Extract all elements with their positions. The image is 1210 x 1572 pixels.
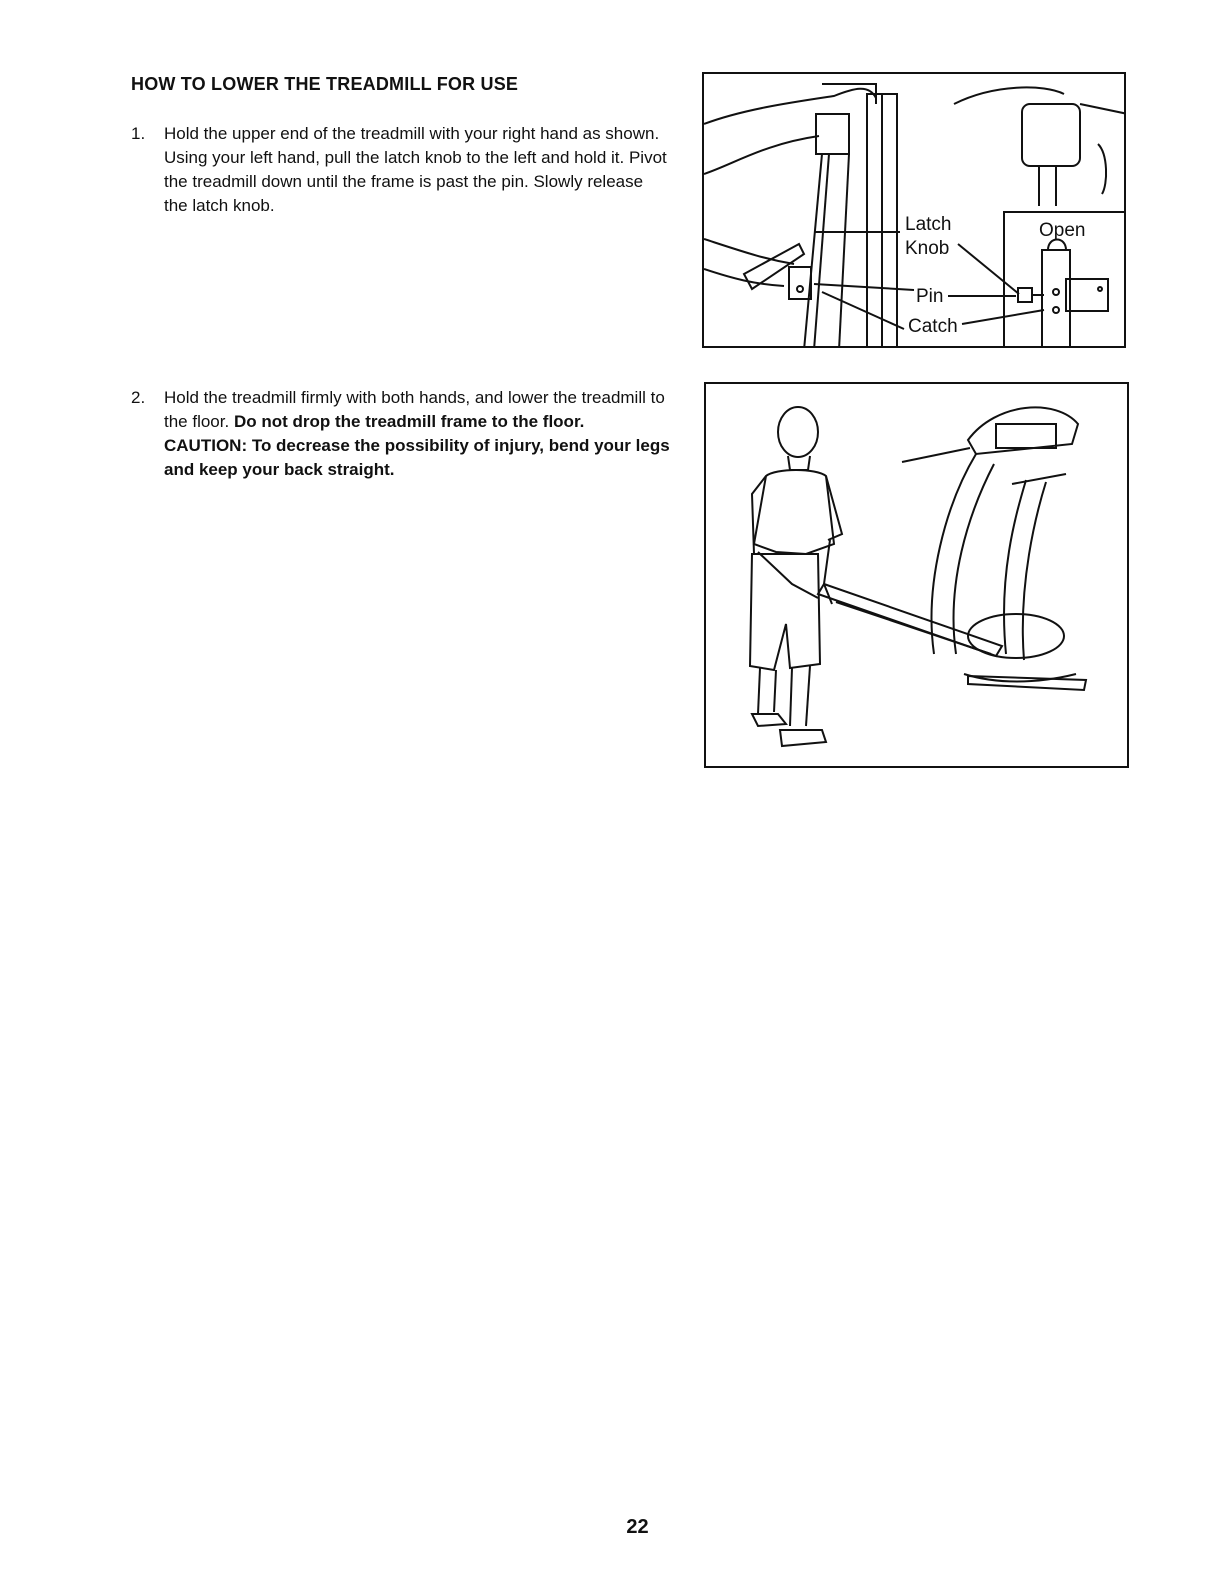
step-number: 1. — [131, 124, 146, 143]
step-text: Hold the upper end of the treadmill with your right hand as shown. Using your left hand, pull the latch knob to the left and hold it. Pivot the treadmill down until the frame is past the pin. Slowly release the latch knob. — [164, 124, 667, 215]
step-text: Hold the treadmill firmly with both hands, and lower the treadmill to the floor. — [164, 388, 665, 431]
latch-drawing — [704, 74, 1126, 348]
page-number: 22 — [626, 1516, 649, 1538]
step-2 — [131, 386, 671, 482]
pin-label: Pin — [916, 286, 944, 307]
step-body — [164, 386, 671, 482]
step-1 — [131, 122, 671, 218]
lowering-drawing — [706, 384, 1129, 768]
latch-label: Latch — [905, 214, 952, 235]
lowering-illustration — [704, 382, 1129, 768]
section-heading: HOW TO LOWER THE TREADMILL FOR USE — [131, 74, 519, 94]
catch-label: Catch — [908, 316, 958, 337]
step-number: 2. — [131, 388, 146, 407]
latch-illustration — [702, 72, 1126, 348]
open-label: Open — [1039, 220, 1086, 241]
knob-label: Knob — [905, 238, 950, 259]
caution-warning: Do not drop the treadmill frame to the floor. CAUTION: To decrease the possibility of injury, bend your legs and keep your back straight. — [164, 412, 670, 479]
